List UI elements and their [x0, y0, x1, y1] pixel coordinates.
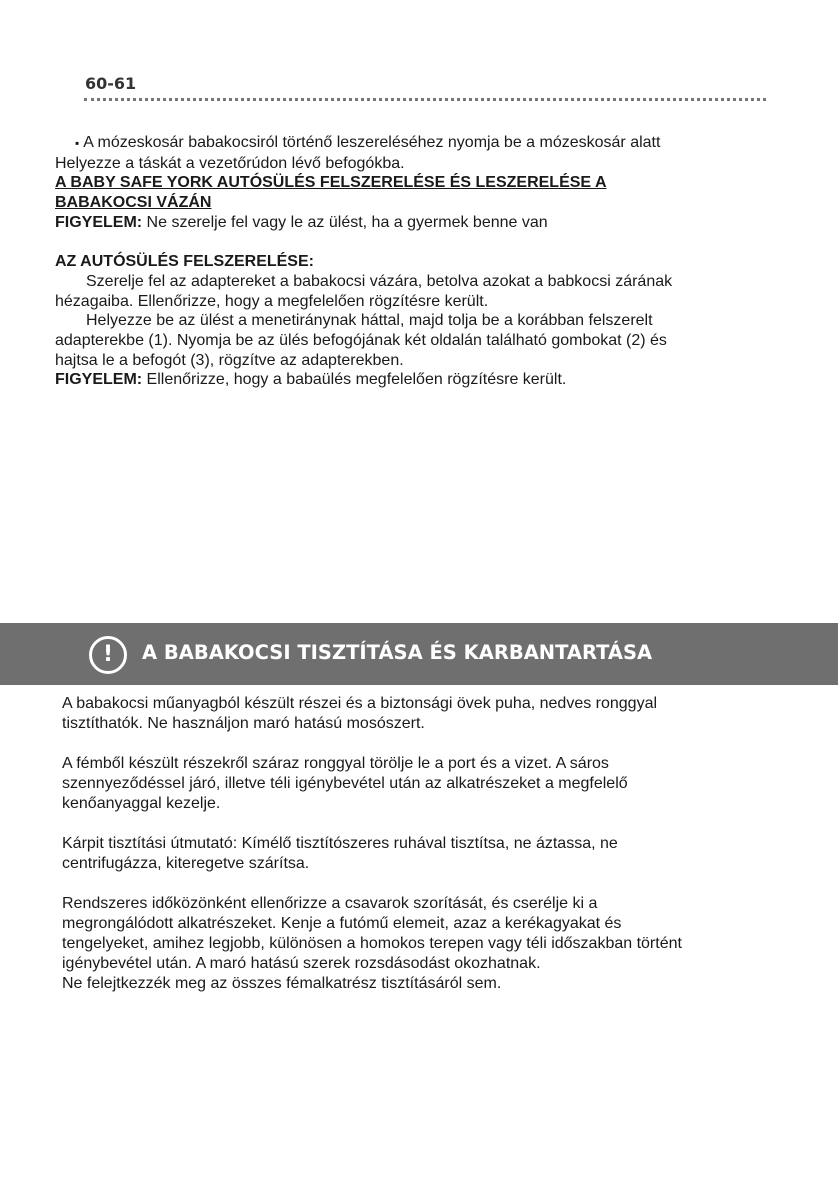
cleaning-paragraph-3: [62, 834, 782, 874]
text-line: szennyeződéssel járó, illetve téli igénybevétel után az alkatrészeket a megfelelő: [62, 775, 628, 792]
warning-label: FIGYELEM:: [55, 371, 143, 389]
text-line: megrongálódott alkatrészeket. Kenje a futómű elemeit, azaz a kerékagyakat és: [62, 915, 622, 932]
para2-line1: Helyezze be az ülést a menetiránynak háttal, majd tolja be a korábban felszerelt: [86, 312, 653, 330]
text-line: Rendszeres időközönként ellenőrizze a csavarok szorítását, és cserélje ki a: [62, 895, 598, 912]
text-line: Kárpit tisztítási útmutató: Kímélő tisztítószeres ruhával tisztítsa, ne áztassa, ne: [62, 835, 618, 852]
bullet-continuation: Helyezze a táskát a vezetőrúdon lévő befogókba.: [55, 154, 405, 172]
warning-label: FIGYELEM:: [55, 213, 143, 231]
cleaning-paragraph-2: [62, 754, 782, 814]
warning-text: Ne szerelje fel vagy le az ülést, ha a gyermek benne van: [142, 213, 548, 231]
section-banner: [0, 623, 838, 685]
section-heading-line1: A BABY SAFE YORK AUTÓSÜLÉS FELSZERELÉSE ÉS LESZERELÉSE A: [55, 174, 607, 192]
text-line: Ne felejtkezzék meg az összes fémalkatrész tisztításáról sem.: [62, 975, 502, 992]
cleaning-section: [62, 694, 782, 994]
text-line: A fémből készült részekről száraz ronggyal törölje le a port és a vizet. A sáros: [62, 755, 609, 772]
section-heading-line2: BABAKOCSI VÁZÁN: [55, 194, 212, 212]
text-line: A babakocsi műanyagból készült részei és a biztonsági övek puha, nedves ronggyal: [62, 695, 658, 712]
cleaning-paragraph-1: [62, 694, 782, 734]
text-line: kenőanyaggal kezelje.: [62, 795, 221, 812]
exclamation-circle-icon: !: [89, 636, 127, 674]
warning-text: Ellenőrizze, hogy a babaülés megfelelően rögzítésre került.: [142, 371, 567, 389]
subheading: AZ AUTÓSÜLÉS FELSZERELÉSE:: [55, 253, 314, 271]
bullet-paragraph: [55, 133, 785, 154]
para2-line2: adapterekbe (1). Nyomja be az ülés befogójának két oldalán található gombokat (2) és: [55, 332, 667, 350]
para1-line2: hézagaiba. Ellenőrizze, hogy a megfelelően rögzítésre került.: [55, 292, 489, 310]
text-line: centrifugázza, kiteregetve szárítsa.: [62, 855, 310, 872]
warning-2: [55, 370, 785, 390]
text-line: igénybevétel után. A maró hatású szerek rozsdásodást okozhatnak.: [62, 955, 541, 972]
cleaning-paragraph-4: [62, 894, 782, 994]
text-line: tengelyeket, amihez legjobb, különösen a homokos terepen vagy téli időszakban történt: [62, 935, 682, 952]
dotted-divider: [84, 98, 766, 101]
para2-line3: hajtsa le a befogót (3), rögzítve az adapterekben.: [55, 351, 404, 369]
para1-line1: Szerelje fel az adaptereket a babakocsi vázára, betolva azokat a babkocsi zárának: [86, 272, 673, 290]
banner-title: A BABAKOCSI TISZTÍTÁSA ÉS KARBANTARTÁSA: [142, 641, 653, 664]
page-number: 60-61: [85, 74, 137, 93]
bullet-icon: ▪: [75, 136, 80, 150]
text-line: tisztíthatók. Ne használjon maró hatású mosószert.: [62, 715, 425, 732]
warning-1: [55, 213, 785, 233]
carseat-section: [55, 133, 785, 390]
bullet-line-text: A mózeskosár babakocsiról történő leszereléséhez nyomja be a mózeskosár alatt: [83, 134, 661, 151]
